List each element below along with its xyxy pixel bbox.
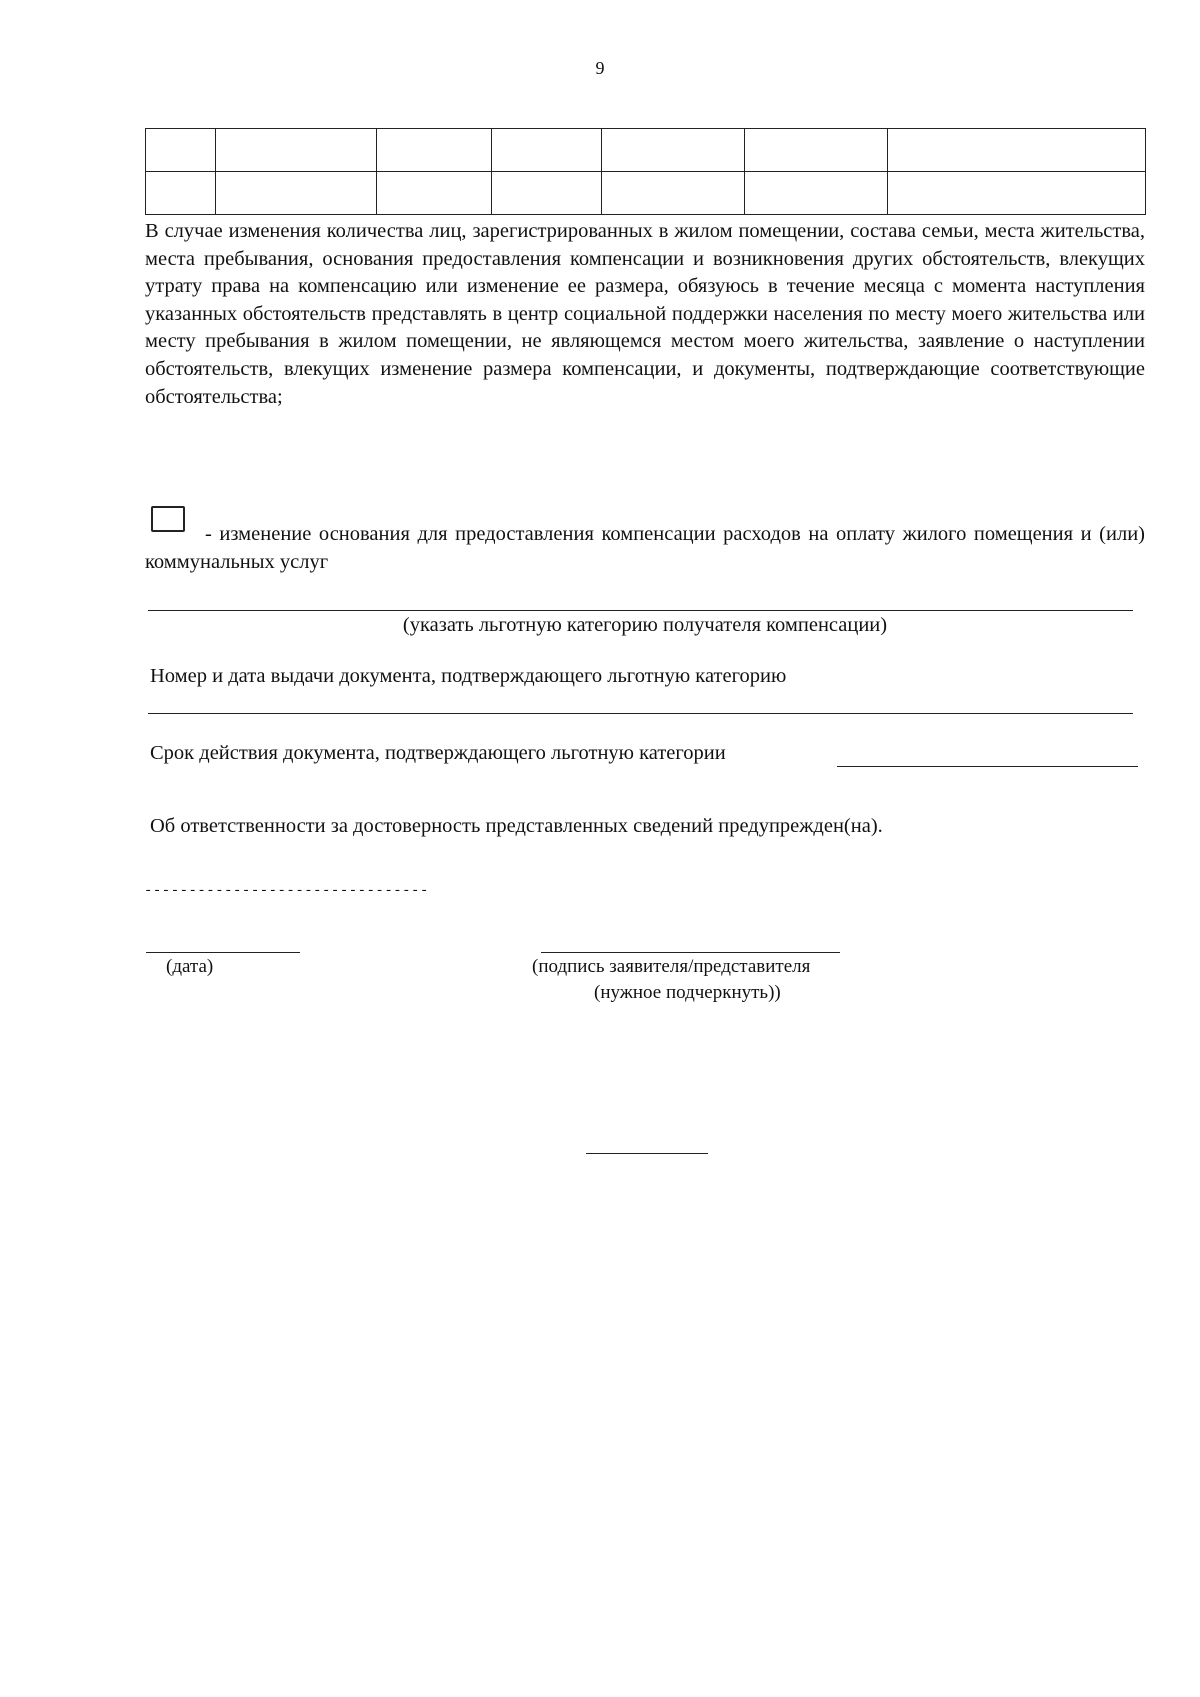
signature-field[interactable] — [541, 952, 840, 953]
beneficiary-category-field[interactable] — [148, 610, 1133, 611]
change-basis-text: - изменение основания для предоставления компенсации расходов на оплату жилого помещения и (или) коммунальных услуг — [145, 523, 1145, 573]
date-caption: (дата) — [166, 956, 214, 977]
table-row — [146, 129, 1146, 172]
table-cell[interactable] — [146, 172, 216, 215]
beneficiary-category-caption: (указать льготную категорию получателя компенсации) — [402, 614, 888, 636]
page-number: 9 — [595, 58, 605, 78]
signature-caption: (подпись заявителя/представителя — [532, 956, 811, 977]
table-cell[interactable] — [492, 129, 602, 172]
responsibility-notice: Об ответственности за достоверность представленных сведений предупрежден(на). — [150, 815, 883, 837]
table-cell[interactable] — [377, 172, 492, 215]
table-cell[interactable] — [146, 129, 216, 172]
document-validity-label: Срок действия документа, подтверждающего льготную категории — [150, 742, 726, 764]
table-cell[interactable] — [745, 172, 888, 215]
table-cell[interactable] — [745, 129, 888, 172]
table-cell[interactable] — [602, 172, 745, 215]
table-cell[interactable] — [888, 172, 1146, 215]
document-number-date-field[interactable] — [148, 713, 1133, 714]
date-field[interactable] — [146, 952, 300, 953]
table-cell[interactable] — [216, 172, 377, 215]
table-cell[interactable] — [602, 129, 745, 172]
end-rule — [586, 1153, 708, 1154]
table-cell[interactable] — [216, 129, 377, 172]
table-cell[interactable] — [492, 172, 602, 215]
obligation-paragraph: В случае изменения количества лиц, зарегистрированных в жилом помещении, состава семьи, места жительства, места пребывания, основания предоставления компенсации и возникновения других обстоятельств, влекущих утрату права на компенсацию или изменение ее размера, обязуюсь в течение месяца с момента наступления указанных обстоятельств представлять в центр социальной поддержки населения по месту моего жительства или месту пребывания в жилом помещении, не являющемся местом моего жительства, заявление о наступлении обстоятельств, влекущих изменение размера компенсации, и документы, подтверждающие соответствующие обстоятельства; — [145, 220, 1145, 408]
document-validity-field[interactable] — [837, 766, 1138, 767]
table-cell[interactable] — [888, 129, 1146, 172]
document-number-date-label: Номер и дата выдачи документа, подтверждающего льготную категорию — [150, 665, 787, 687]
dashed-separator: -------------------------------- — [144, 883, 429, 899]
table-cell[interactable] — [377, 129, 492, 172]
table-row — [146, 172, 1146, 215]
data-table — [145, 128, 1146, 215]
signature-note: (нужное подчеркнуть)) — [594, 982, 781, 1003]
